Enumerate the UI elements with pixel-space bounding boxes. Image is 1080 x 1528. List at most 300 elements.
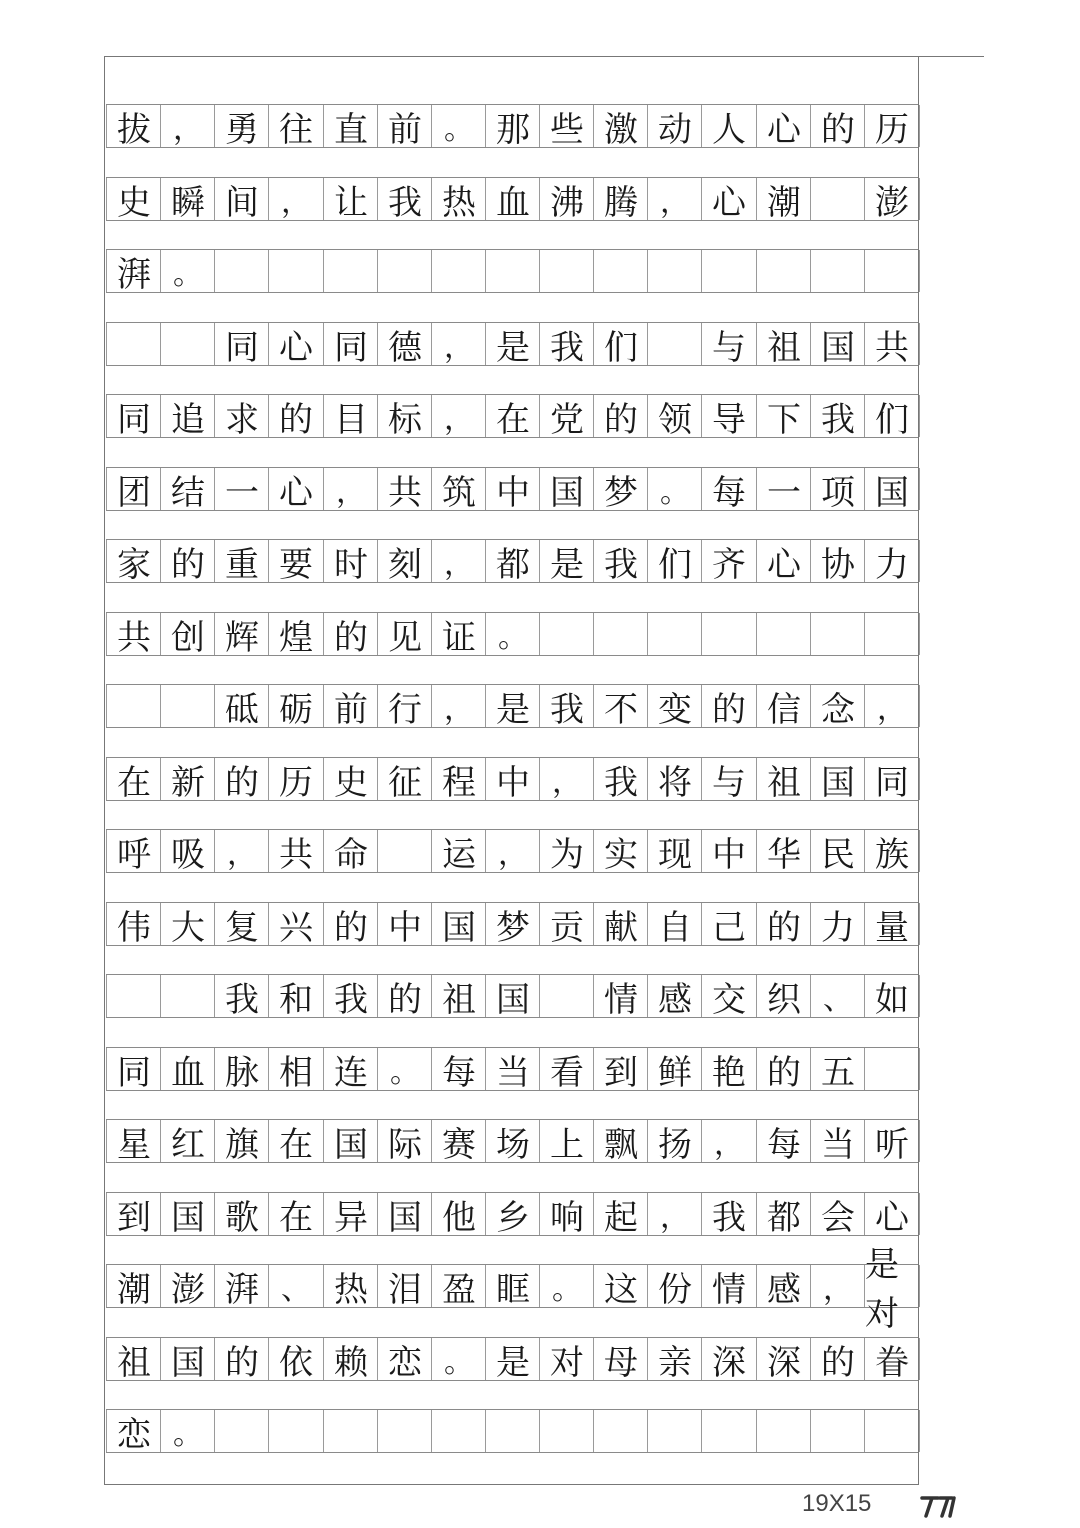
grid-cell: 沸	[539, 178, 594, 220]
grid-row	[106, 829, 918, 873]
grid-cell: 织	[756, 975, 811, 1017]
grid-cell: 我	[539, 323, 594, 365]
grid-cell: 他	[431, 1193, 486, 1235]
grid-cell: 深	[701, 1338, 756, 1380]
grid-cell: 刻	[377, 540, 432, 582]
grid-cell: 与	[701, 758, 756, 800]
grid-cell: 盈	[431, 1265, 486, 1307]
grid-cell: 力	[810, 903, 865, 945]
grid-cell: ，	[864, 685, 920, 727]
grid-cell: 。	[485, 613, 540, 655]
grid-cell: 力	[864, 540, 920, 582]
grid-row	[106, 539, 918, 583]
grid-cell: 新	[160, 758, 215, 800]
grid-cell: 自	[647, 903, 702, 945]
grid-cell	[701, 613, 756, 655]
grid-row	[106, 1245, 918, 1334]
grid-cell: 中	[485, 758, 540, 800]
grid-cell: 创	[160, 613, 215, 655]
grid-cell: 感	[756, 1265, 811, 1307]
grid-cell: 心	[864, 1193, 920, 1235]
grid-cell: 上	[539, 1120, 594, 1162]
grid-cell	[647, 250, 702, 292]
grid-cell: 歌	[214, 1193, 269, 1235]
grid-row	[106, 394, 918, 438]
grid-cell	[160, 975, 215, 1017]
grid-cell: 澎	[160, 1265, 215, 1307]
grid-cell: 史	[106, 178, 161, 220]
grid-cell: 们	[647, 540, 702, 582]
grid-cell: ，	[539, 758, 594, 800]
grid-cell: 是对	[864, 1265, 920, 1307]
grid-cell: ，	[268, 178, 323, 220]
grid-cell: 在	[485, 395, 540, 437]
grid-cell: 是	[485, 1338, 540, 1380]
grid-cell: 砥	[214, 685, 269, 727]
grid-cell: 祖	[756, 323, 811, 365]
grid-cell: 证	[431, 613, 486, 655]
grid-row	[106, 612, 918, 656]
grid-cell: ，	[431, 685, 486, 727]
grid-cell: 国	[810, 323, 865, 365]
grid-cell: 当	[810, 1120, 865, 1162]
grid-cell: 些	[539, 105, 594, 147]
grid-row	[106, 104, 918, 148]
grid-cell: 兴	[268, 903, 323, 945]
grid-cell: 恋	[377, 1338, 432, 1380]
grid-cell: 国	[323, 1120, 378, 1162]
grid-cell: 情	[701, 1265, 756, 1307]
grid-cell	[593, 1410, 648, 1452]
grid-cell: 国	[160, 1193, 215, 1235]
grid-cell: 那	[485, 105, 540, 147]
grid-cell: 心	[701, 178, 756, 220]
grid-cell: 国	[810, 758, 865, 800]
grid-cell: ，	[431, 395, 486, 437]
grid-cell: ，	[485, 830, 540, 872]
grid-cell: 都	[485, 540, 540, 582]
grid-cell: 我	[701, 1193, 756, 1235]
grid-cell	[377, 250, 432, 292]
grid-cell: 。	[647, 468, 702, 510]
grid-cell	[756, 1410, 811, 1452]
grid-cell: 湃	[106, 250, 161, 292]
grid-cell: 的	[810, 1338, 865, 1380]
grid-cell: 我	[539, 685, 594, 727]
grid-cell: 贡	[539, 903, 594, 945]
grid-cell: 星	[106, 1120, 161, 1162]
grid-cell: ，	[160, 105, 215, 147]
grid-cell: 拔	[106, 105, 161, 147]
grid-cell: 们	[864, 395, 920, 437]
grid-cell	[864, 1410, 920, 1452]
grid-cell: ，	[214, 830, 269, 872]
grid-cell: 心	[268, 323, 323, 365]
grid-cell: 祖	[431, 975, 486, 1017]
grid-row	[106, 249, 918, 293]
grid-cell: 梦	[593, 468, 648, 510]
grid-cell: 每	[756, 1120, 811, 1162]
grid-cell: 赖	[323, 1338, 378, 1380]
grid-cell: 国	[485, 975, 540, 1017]
grid-cell: 直	[323, 105, 378, 147]
grid-cell	[431, 250, 486, 292]
grid-cell	[539, 975, 594, 1017]
grid-cell: 同	[106, 1048, 161, 1090]
grid-cell: ，	[701, 1120, 756, 1162]
grid-cell: 会	[810, 1193, 865, 1235]
grid-cell: 团	[106, 468, 161, 510]
grid-cell: 如	[864, 975, 920, 1017]
grid-cell: 在	[106, 758, 161, 800]
grid-cell: 深	[756, 1338, 811, 1380]
grid-cell	[593, 250, 648, 292]
grid-cell: 。	[160, 250, 215, 292]
grid-cell: 祖	[756, 758, 811, 800]
grid-cell: 心	[268, 468, 323, 510]
grid-row	[106, 467, 918, 511]
grid-cell: 呼	[106, 830, 161, 872]
grid-cell: 情	[593, 975, 648, 1017]
grid-cell	[431, 1410, 486, 1452]
grid-cell: 的	[701, 685, 756, 727]
grid-cell	[214, 1410, 269, 1452]
grid-cell	[864, 1048, 920, 1090]
grid-cell: 心	[756, 540, 811, 582]
grid-cell: 腾	[593, 178, 648, 220]
grid-cell: 是	[485, 685, 540, 727]
grid-cell: 族	[864, 830, 920, 872]
grid-cell	[647, 613, 702, 655]
grid-cell: 同	[323, 323, 378, 365]
grid-cell: 瞬	[160, 178, 215, 220]
grid-cell: 。	[160, 1410, 215, 1452]
grid-cell: ，	[647, 1193, 702, 1235]
grid-cell: ，	[431, 323, 486, 365]
grid-cell: 扬	[647, 1120, 702, 1162]
grid-cell: 血	[160, 1048, 215, 1090]
grid-cell	[756, 250, 811, 292]
grid-cell: 追	[160, 395, 215, 437]
grid-cell: 求	[214, 395, 269, 437]
grid-cell: 献	[593, 903, 648, 945]
grid-cell: ，	[647, 178, 702, 220]
grid-cell: ，	[810, 1265, 865, 1307]
grid-cell: 我	[323, 975, 378, 1017]
grid-cell: 旗	[214, 1120, 269, 1162]
grid-cell: 这	[593, 1265, 648, 1307]
grid-cell: 现	[647, 830, 702, 872]
grid-cell: 交	[701, 975, 756, 1017]
grid-cell: 眷	[864, 1338, 920, 1380]
grid-cell: 中	[701, 830, 756, 872]
grid-cell: 勇	[214, 105, 269, 147]
grid-cell: 历	[268, 758, 323, 800]
grid-cell: 项	[810, 468, 865, 510]
grid-cell: 国	[864, 468, 920, 510]
grid-cell: 历	[864, 105, 920, 147]
grid-cell: 砺	[268, 685, 323, 727]
grid-cell: 母	[593, 1338, 648, 1380]
grid-cell: 重	[214, 540, 269, 582]
grid-cell: 德	[377, 323, 432, 365]
grid-cell: 际	[377, 1120, 432, 1162]
grid-cell: 念	[810, 685, 865, 727]
grid-cell: 红	[160, 1120, 215, 1162]
grid-cell: 见	[377, 613, 432, 655]
grid-size-label: 19X15	[802, 1490, 872, 1517]
grid-cell: 伟	[106, 903, 161, 945]
grid-cell: 国	[160, 1338, 215, 1380]
grid-cell: 我	[377, 178, 432, 220]
grid-cell: 筑	[431, 468, 486, 510]
grid-cell: 到	[593, 1048, 648, 1090]
grid-cell: 连	[323, 1048, 378, 1090]
grid-cell: 的	[323, 613, 378, 655]
grid-cell: 我	[593, 758, 648, 800]
grid-cell: 是	[539, 540, 594, 582]
grid-cell: 同	[864, 758, 920, 800]
grid-cell: 吸	[160, 830, 215, 872]
grid-cell: 每	[431, 1048, 486, 1090]
grid-cell	[106, 323, 161, 365]
grid-cell	[864, 250, 920, 292]
grid-cell: 当	[485, 1048, 540, 1090]
grid-cell	[810, 178, 865, 220]
grid-cell: 与	[701, 323, 756, 365]
grid-cell: 看	[539, 1048, 594, 1090]
grid-cell: 赛	[431, 1120, 486, 1162]
grid-row	[106, 902, 918, 946]
grid-cell	[377, 1410, 432, 1452]
grid-cell: 中	[377, 903, 432, 945]
grid-cell	[539, 613, 594, 655]
grid-cell: 变	[647, 685, 702, 727]
grid-cell: 的	[756, 1048, 811, 1090]
grid-cell: 起	[593, 1193, 648, 1235]
grid-cell: 的	[214, 1338, 269, 1380]
grid-cell: 往	[268, 105, 323, 147]
grid-cell: 共	[864, 323, 920, 365]
grid-cell: 要	[268, 540, 323, 582]
grid-cell: 行	[377, 685, 432, 727]
grid-cell	[214, 250, 269, 292]
grid-cell: 五	[810, 1048, 865, 1090]
grid-cell: 动	[647, 105, 702, 147]
grid-cell: 艳	[701, 1048, 756, 1090]
grid-cell: 中	[485, 468, 540, 510]
grid-cell	[106, 975, 161, 1017]
grid-cell: 家	[106, 540, 161, 582]
grid-cell: 。	[431, 1338, 486, 1380]
grid-cell: 的	[810, 105, 865, 147]
grid-row	[106, 1192, 918, 1236]
grid-cell: 激	[593, 105, 648, 147]
grid-cell: 同	[214, 323, 269, 365]
grid-cell: 湃	[214, 1265, 269, 1307]
grid-cell: 征	[377, 758, 432, 800]
grid-cell: 恋	[106, 1410, 161, 1452]
grid-cell: 乡	[485, 1193, 540, 1235]
grid-row	[106, 1409, 918, 1453]
grid-cell: 们	[593, 323, 648, 365]
grid-cell: 脉	[214, 1048, 269, 1090]
grid-cell: 、	[268, 1265, 323, 1307]
grid-cell: 。	[431, 105, 486, 147]
grid-cell	[810, 250, 865, 292]
grid-cell	[268, 250, 323, 292]
grid-cell: 的	[160, 540, 215, 582]
grid-cell: 目	[323, 395, 378, 437]
grid-cell: 党	[539, 395, 594, 437]
grid-cell	[647, 1410, 702, 1452]
grid-cell	[377, 830, 432, 872]
left-border	[104, 56, 105, 1484]
grid-cell	[160, 685, 215, 727]
grid-cell: 为	[539, 830, 594, 872]
grid-cell: 潮	[756, 178, 811, 220]
grid-cell: 结	[160, 468, 215, 510]
grid-cell: 民	[810, 830, 865, 872]
grid-cell: 的	[268, 395, 323, 437]
grid-cell: 响	[539, 1193, 594, 1235]
grid-cell: 我	[593, 540, 648, 582]
grid-cell: 到	[106, 1193, 161, 1235]
grid-cell: 听	[864, 1120, 920, 1162]
grid-cell: 齐	[701, 540, 756, 582]
grid-cell: 每	[701, 468, 756, 510]
grid-cell: 国	[539, 468, 594, 510]
grid-cell: 国	[377, 1193, 432, 1235]
grid-cell: 的	[323, 903, 378, 945]
grid-cell	[539, 250, 594, 292]
grid-cell: 热	[323, 1265, 378, 1307]
grid-cell: 共	[106, 613, 161, 655]
grid-cell: 异	[323, 1193, 378, 1235]
grid-cell	[539, 1410, 594, 1452]
grid-cell: 史	[323, 758, 378, 800]
grid-cell: 梦	[485, 903, 540, 945]
grid-cell	[323, 250, 378, 292]
grid-cell: 对	[539, 1338, 594, 1380]
grid-cell: 飘	[593, 1120, 648, 1162]
grid-cell: 一	[756, 468, 811, 510]
grid-row	[106, 177, 918, 221]
grid-cell: 国	[431, 903, 486, 945]
grid-cell: 。	[377, 1048, 432, 1090]
grid-row	[106, 1337, 918, 1381]
grid-cell: 亲	[647, 1338, 702, 1380]
grid-cell: 泪	[377, 1265, 432, 1307]
grid-cell	[810, 1410, 865, 1452]
grid-cell: 和	[268, 975, 323, 1017]
grid-cell: 、	[810, 975, 865, 1017]
grid-row	[106, 1119, 918, 1163]
grid-row	[106, 684, 918, 728]
grid-cell: 复	[214, 903, 269, 945]
grid-cell: 共	[268, 830, 323, 872]
grid-cell: 领	[647, 395, 702, 437]
grid-cell: ，	[323, 468, 378, 510]
grid-cell: 鲜	[647, 1048, 702, 1090]
grid-cell: 大	[160, 903, 215, 945]
grid-cell: 运	[431, 830, 486, 872]
grid-cell: 量	[864, 903, 920, 945]
grid-cell: 。	[539, 1265, 594, 1307]
grid-row	[106, 757, 918, 801]
grid-cell: 前	[323, 685, 378, 727]
grid-cell	[810, 613, 865, 655]
grid-cell: 眶	[485, 1265, 540, 1307]
grid-cell	[268, 1410, 323, 1452]
grid-cell: 同	[106, 395, 161, 437]
grid-cell: 血	[485, 178, 540, 220]
grid-cell: 间	[214, 178, 269, 220]
grid-cell	[323, 1410, 378, 1452]
grid-cell	[160, 323, 215, 365]
bottom-border	[104, 1484, 919, 1485]
grid-cell: 共	[377, 468, 432, 510]
grid-cell: 程	[431, 758, 486, 800]
grid-cell: 导	[701, 395, 756, 437]
grid-cell: 场	[485, 1120, 540, 1162]
grid-cell: 我	[810, 395, 865, 437]
grid-cell: 的	[593, 395, 648, 437]
grid-cell: 将	[647, 758, 702, 800]
grid-cell: 依	[268, 1338, 323, 1380]
brand-logo	[918, 1494, 962, 1520]
grid-cell	[485, 250, 540, 292]
grid-cell: 的	[377, 975, 432, 1017]
grid-cell: 祖	[106, 1338, 161, 1380]
top-border	[104, 56, 984, 57]
grid-cell	[593, 613, 648, 655]
grid-cell: 在	[268, 1193, 323, 1235]
grid-cell: 前	[377, 105, 432, 147]
grid-cell: 的	[214, 758, 269, 800]
grid-cell: 协	[810, 540, 865, 582]
grid-cell: 澎	[864, 178, 920, 220]
grid-cell: 让	[323, 178, 378, 220]
grid-cell: 命	[323, 830, 378, 872]
grid-cell	[485, 1410, 540, 1452]
grid-cell: 标	[377, 395, 432, 437]
grid-cell: 己	[701, 903, 756, 945]
grid-cell: 时	[323, 540, 378, 582]
grid-cell: 信	[756, 685, 811, 727]
grid-cell: 心	[756, 105, 811, 147]
grid-cell: 下	[756, 395, 811, 437]
grid-cell: 人	[701, 105, 756, 147]
grid-cell: 实	[593, 830, 648, 872]
grid-cell: 相	[268, 1048, 323, 1090]
grid-cell: 在	[268, 1120, 323, 1162]
grid-row	[106, 322, 918, 366]
grid-cell	[864, 613, 920, 655]
grid-cell	[647, 323, 702, 365]
grid-cell	[756, 613, 811, 655]
grid-cell: 是	[485, 323, 540, 365]
grid-cell: 热	[431, 178, 486, 220]
grid-cell	[701, 250, 756, 292]
grid-cell: 我	[214, 975, 269, 1017]
grid-cell: 煌	[268, 613, 323, 655]
grid-cell	[106, 685, 161, 727]
grid-cell: 辉	[214, 613, 269, 655]
grid-row	[106, 1047, 918, 1091]
grid-cell: 不	[593, 685, 648, 727]
grid-cell: 一	[214, 468, 269, 510]
